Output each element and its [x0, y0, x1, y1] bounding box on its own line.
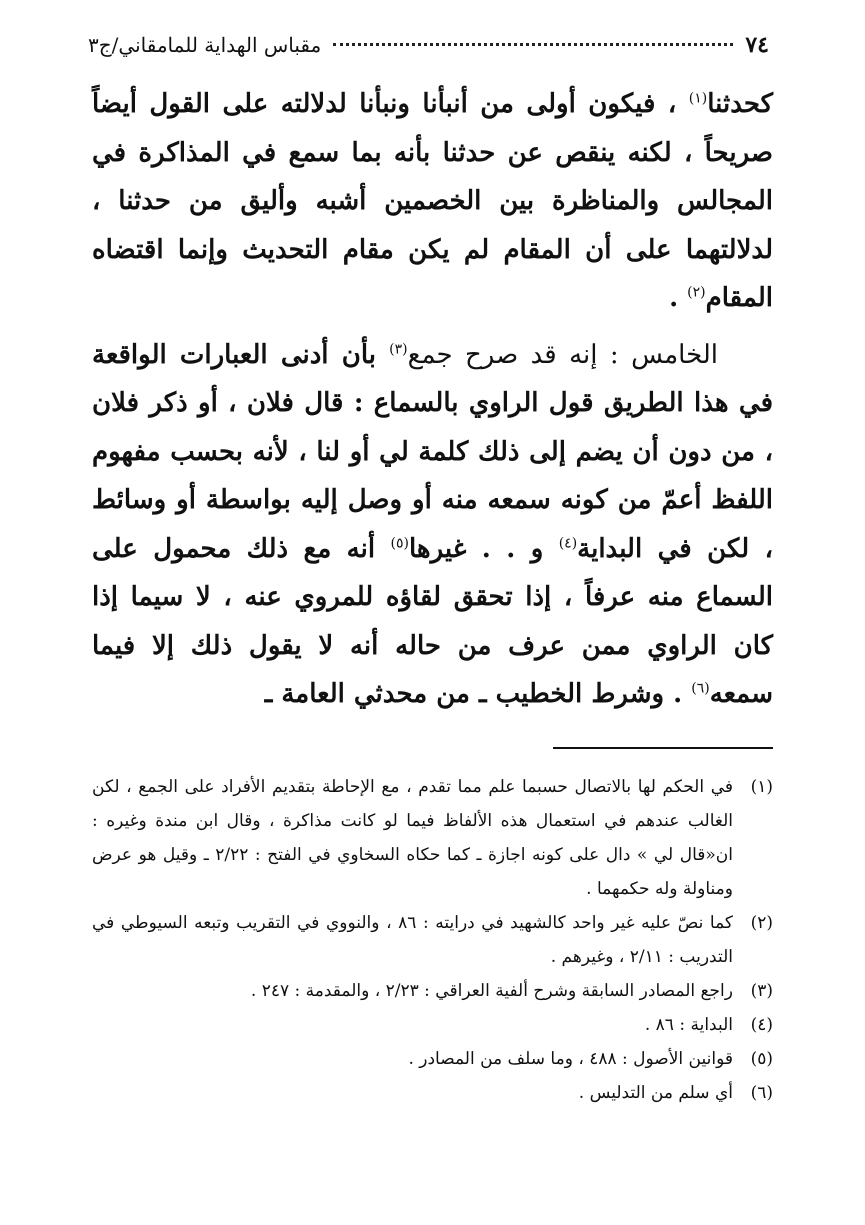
- text-run: الخامس : إنه قد صرح جمع: [407, 339, 718, 370]
- page-header: [88, 32, 769, 58]
- footnote: [92, 770, 773, 906]
- footnote-ref: (٤): [558, 534, 578, 551]
- page-number: ٧٤: [745, 32, 769, 58]
- footnote-number: (١): [750, 777, 773, 797]
- footnote-separator: [553, 747, 773, 749]
- text-run: بأن أدنى العبارات الواقعة في هذا الطريق قول الراوي بالسماع : قال فلان ، أو ذكر فلان ، من دون أن يضم إلى ذلك كلمة لي أو لنا ، لأنه بحسب مفهوم اللفظ أعمّ من كونه سمعه منه أو وصل إليه بواسطة أو وسائط ، لكن في البداية: [92, 339, 773, 564]
- text-run: و . . غيرها: [408, 533, 559, 564]
- footnote-ref: (٣): [389, 340, 408, 357]
- paragraph: [92, 331, 773, 719]
- footnote-ref: (٥): [390, 534, 409, 551]
- dotted-leader: [333, 42, 733, 46]
- footnote-number: (٤): [750, 1015, 773, 1035]
- footnote-text: أي سلم من التدليس .: [578, 1083, 733, 1103]
- text-run: كحدثنا: [707, 89, 773, 119]
- paragraph: [92, 80, 773, 323]
- text-run: . وشرط الخطيب ـ من محدثي العامة ـ: [264, 679, 692, 709]
- footnote-text: في الحكم لها بالاتصال حسبما علم مما تقدم ، مع الإحاطة بتقديم الأفراد على الجمع ، لكن الغالب عندهم في استعمال هذه الألفاظ فيما لو كانت مذاكرة ، وقال ابن مندة وغيره : ان«قال لي » دال على كونه اجازة ـ كما حكاه السخاوي في الفتح : ٢/٢٢ ـ وقيل هو عرض ومناولة وله حكمهما .: [92, 777, 734, 899]
- footnote: [92, 1008, 773, 1042]
- footnote-number: (٢): [750, 913, 773, 933]
- text-run: .: [669, 283, 688, 313]
- footnote-ref: (٢): [687, 284, 706, 301]
- footnote-number: (٥): [750, 1049, 773, 1069]
- footnote: [92, 906, 773, 974]
- footnote: [92, 1076, 773, 1110]
- footnote-ref: (٦): [691, 680, 710, 697]
- footnote-text: راجع المصادر السابقة وشرح ألفية العراقي : ٢/٢٣ ، والمقدمة : ٢٤٧ .: [250, 981, 733, 1001]
- footnote: [92, 1042, 773, 1076]
- footnote-number: (٦): [750, 1083, 773, 1103]
- footnote-ref: (١): [688, 90, 708, 107]
- footnotes: [92, 770, 773, 1110]
- footnote-text: البداية : ٨٦ .: [644, 1015, 733, 1035]
- running-title: مقباس الهداية للمامقاني/ج٣: [88, 33, 322, 57]
- footnote-number: (٣): [750, 981, 773, 1001]
- main-text: [92, 80, 773, 719]
- footnote-text: كما نصّ عليه غير واحد كالشهيد في درايته : ٨٦ ، والنووي في التقريب وتبعه السيوطي في التدريب : ٢/١١ ، وغيرهم .: [92, 913, 733, 967]
- footnote-text: قوانين الأصول : ٤٨٨ ، وما سلف من المصادر .: [408, 1049, 733, 1069]
- text-run: أنه مع ذلك محمول على السماع منه عرفاً ، إذا تحقق لقاؤه للمروي عنه ، لا سيما إذا كان الراوي ممن عرف من حاله أنه لا يقول ذلك إلا فيما سمعه: [92, 533, 773, 709]
- footnote: [92, 974, 773, 1008]
- text-run: ، فيكون أولى من أنبأنا ونبأنا لدلالته على القول أيضاً صريحاً ، لكنه ينقص عن حدثنا بأنه بما سمع في المذاكرة في المجالس والمناظرة بين الخصمين أشبه وأليق من حدثنا ، لدلالتهما على أن المقام لم يكن مقام التحديث وإنما اقتضاه المقام: [92, 89, 773, 313]
